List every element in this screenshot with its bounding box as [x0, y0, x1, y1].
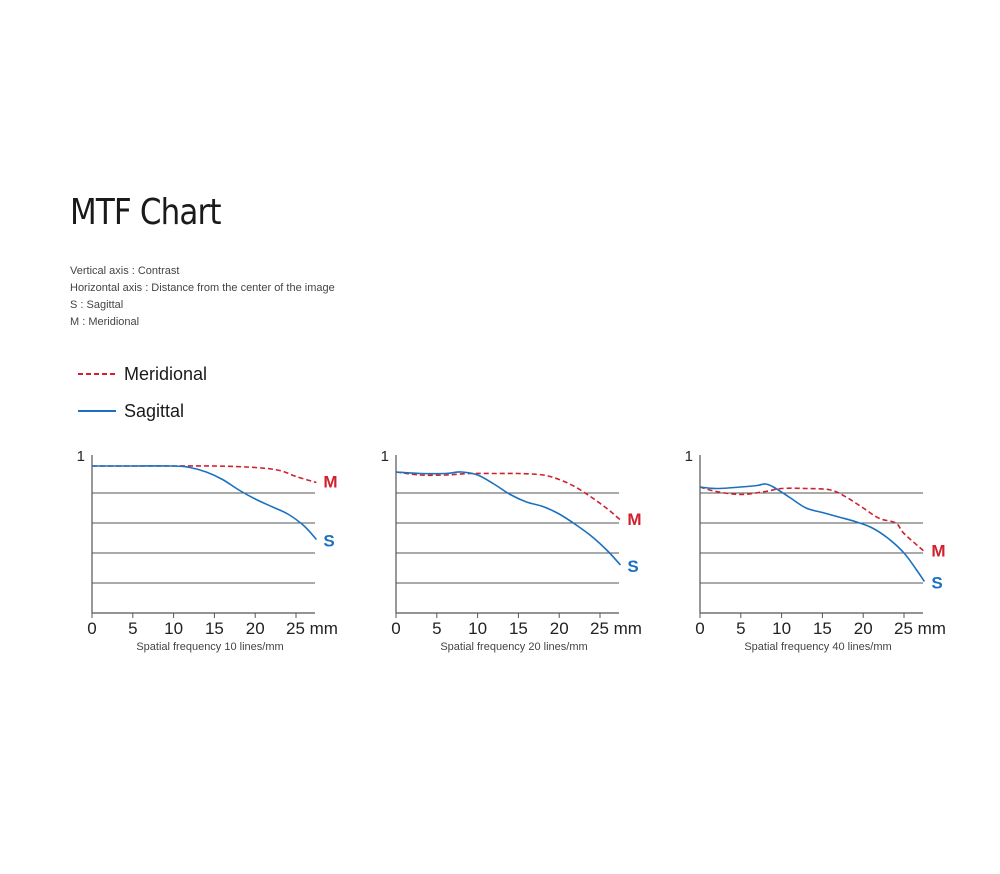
- x-tick-label: 0: [87, 619, 97, 638]
- sagittal-line: [700, 484, 924, 582]
- mtf-panel-2: [381, 448, 642, 653]
- y-top-label: 1: [380, 448, 389, 465]
- description-sagittal: S : Sagittal: [70, 299, 124, 311]
- meridional-end-label: M: [931, 541, 946, 561]
- meridional-line: [700, 487, 924, 552]
- legend-label-meridional: Meridional: [124, 363, 208, 384]
- meridional-line: [396, 472, 620, 520]
- x-tick-label: 20: [853, 619, 873, 638]
- axis-caption: Spatial frequency 40 lines/mm: [744, 641, 892, 653]
- description-vertical-axis: Vertical axis : Contrast: [70, 265, 180, 277]
- x-tick-label: 25 mm: [590, 619, 642, 638]
- x-tick-label: 5: [432, 619, 442, 638]
- x-tick-label: 15: [508, 619, 528, 638]
- y-top-label: 1: [76, 448, 85, 465]
- meridional-end-label: M: [627, 510, 642, 529]
- x-tick-label: 5: [736, 619, 746, 638]
- y-top-label: 1: [684, 448, 693, 465]
- x-tick-label: 0: [695, 619, 705, 638]
- meridional-end-label: M: [323, 472, 338, 492]
- axis-caption: Spatial frequency 10 lines/mm: [136, 641, 284, 653]
- x-tick-label: 20: [245, 619, 265, 638]
- x-tick-label: 5: [128, 619, 138, 638]
- x-tick-label: 25 mm: [286, 619, 338, 638]
- x-tick-label: 10: [164, 619, 184, 638]
- sagittal-end-label: S: [931, 573, 943, 593]
- sagittal-end-label: S: [627, 557, 639, 576]
- description-horizontal-axis: Horizontal axis : Distance from the center of the image: [70, 282, 335, 294]
- x-tick-label: 25 mm: [894, 619, 946, 638]
- sagittal-line: [396, 472, 620, 565]
- page-title: MTF Chart: [70, 192, 221, 233]
- axis-caption: Spatial frequency 20 lines/mm: [440, 641, 588, 653]
- x-tick-label: 10: [468, 619, 488, 638]
- sagittal-end-label: S: [323, 531, 335, 551]
- x-tick-label: 15: [204, 619, 224, 638]
- x-tick-label: 15: [812, 619, 832, 638]
- x-tick-label: 10: [772, 619, 792, 638]
- x-tick-label: 20: [549, 619, 569, 638]
- description-meridional: M : Meridional: [70, 316, 140, 328]
- mtf-panel-1: [77, 448, 338, 653]
- mtf-panel-3: [685, 448, 946, 653]
- legend-label-sagittal: Sagittal: [124, 400, 185, 421]
- x-tick-label: 0: [391, 619, 401, 638]
- meridional-line: [92, 466, 316, 483]
- sagittal-line: [92, 466, 316, 540]
